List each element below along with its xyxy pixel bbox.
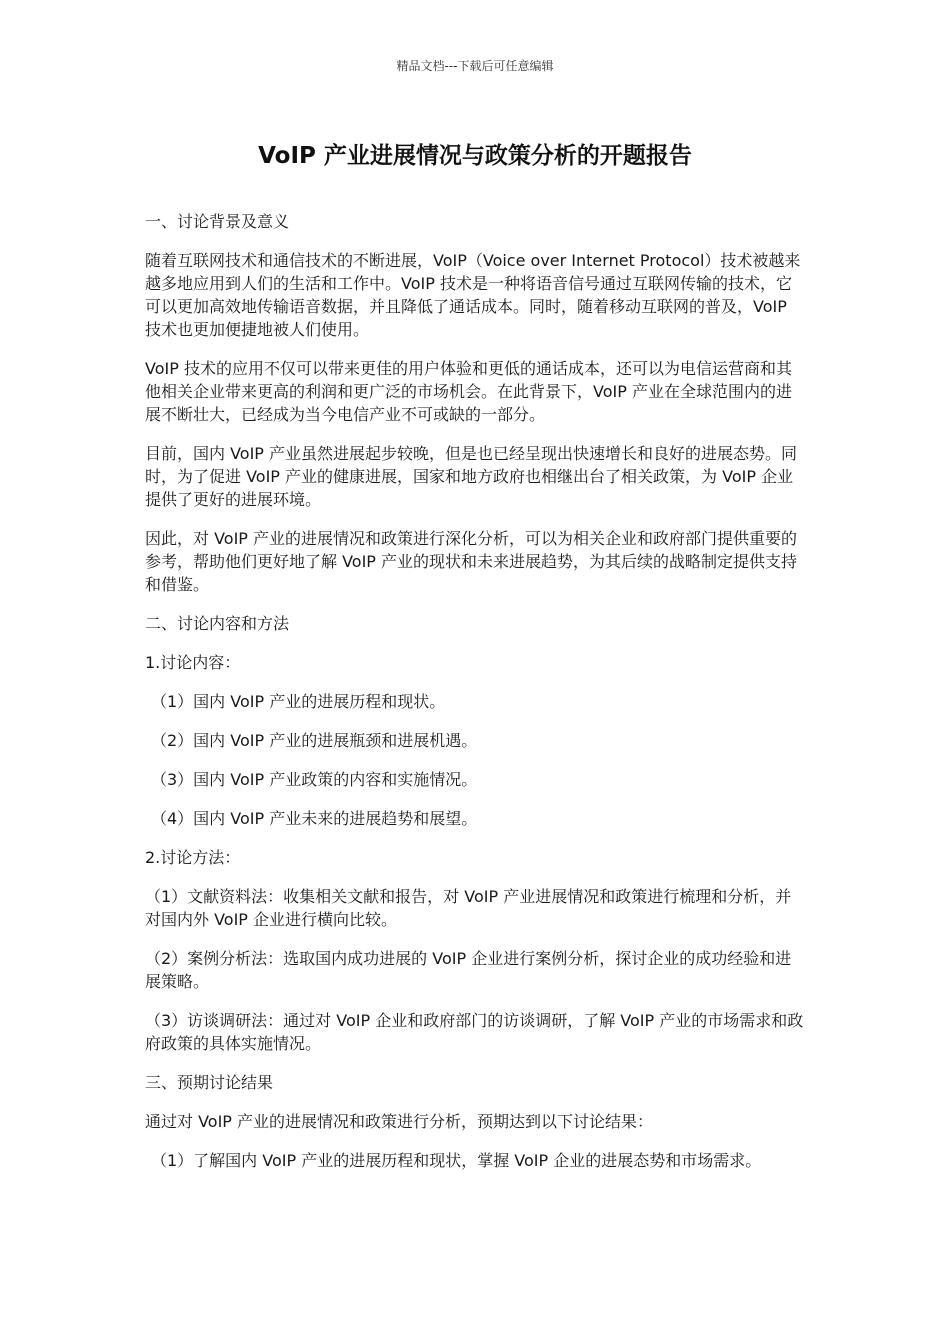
section-heading: 一、讨论背景及意义 <box>145 212 290 231</box>
section-heading: 三、预期讨论结果 <box>145 1073 274 1092</box>
paragraph: 因此，对 VoIP 产业的进展情况和政策进行深化分析，可以为相关企业和政府部门提供重要的参考，帮助他们更好地了解 VoIP 产业的现状和未来进展趋势，为其后续的战略制定提供支持和借鉴。 <box>145 529 798 594</box>
paragraph: VoIP 技术的应用不仅可以带来更佳的用户体验和更低的通话成本，还可以为电信运营商和其他相关企业带来更高的利润和更广泛的市场机会。在此背景下，VoIP 产业在全球范围内的进展不断壮大，已经成为当今电信产业不可或缺的一部分。 <box>145 359 792 424</box>
list-item: （1）文献资料法：收集相关文献和报告，对 VoIP 产业进展情况和政策进行梳理和分析，并对国内外 VoIP 企业进行横向比较。 <box>145 887 792 929</box>
paragraph: 目前，国内 VoIP 产业虽然进展起步较晚，但是也已经呈现出快速增长和良好的进展态势。同时，为了促进 VoIP 产业的健康进展，国家和地方政府也相继出台了相关政策，为 VoIP 企业提供了更好的进展环境。 <box>145 444 798 509</box>
subsection-heading: 2.讨论方法： <box>145 848 241 867</box>
subsection-heading: 1.讨论内容： <box>145 653 241 672</box>
section-heading: 二、讨论内容和方法 <box>145 614 290 633</box>
paragraph: 随着互联网技术和通信技术的不断进展，VoIP（Voice over Internet Protocol）技术被越来越多地应用到人们的生活和工作中。VoIP 技术是一种将语音信号通过互联网传输的技术，它可以更加高效地传输语音数据，并且降低了通话成本。同时，随着移动互联网的普及，VoIP 技术也更加便捷地被人们使用。 <box>145 251 801 339</box>
list-item: （2）国内 VoIP 产业的进展瓶颈和进展机遇。 <box>151 731 478 750</box>
paragraph: 通过对 VoIP 产业的进展情况和政策进行分析，预期达到以下讨论结果： <box>145 1112 654 1131</box>
list-item: （1）了解国内 VoIP 产业的进展历程和现状，掌握 VoIP 企业的进展态势和市场需求。 <box>151 1151 762 1170</box>
list-item: （3）访谈调研法：通过对 VoIP 企业和政府部门的访谈调研，了解 VoIP 产业的市场需求和政府政策的具体实施情况。 <box>145 1011 804 1053</box>
document-body <box>145 210 807 1188</box>
list-item: （1）国内 VoIP 产业的进展历程和现状。 <box>151 692 446 711</box>
list-item: （4）国内 VoIP 产业未来的进展趋势和展望。 <box>151 809 478 828</box>
list-item: （3）国内 VoIP 产业政策的内容和实施情况。 <box>151 770 478 789</box>
document-title: VoIP 产业进展情况与政策分析的开题报告 <box>258 143 692 169</box>
header-note: 精品文档---下载后可任意编辑 <box>396 59 554 73</box>
list-item: （2）案例分析法：选取国内成功进展的 VoIP 企业进行案例分析，探讨企业的成功经验和进展策略。 <box>145 949 792 991</box>
